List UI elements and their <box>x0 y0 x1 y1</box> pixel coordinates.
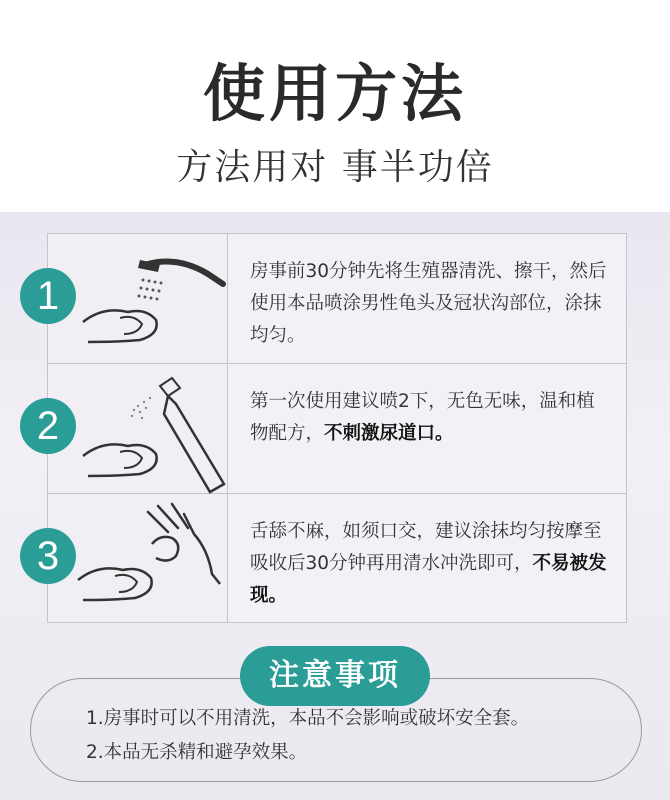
step-text-bold: 不易被发现。 <box>250 553 607 606</box>
spray-bottle-illustration <box>36 364 228 493</box>
step-number-badge: 1 <box>20 268 76 324</box>
step-row-2 <box>36 364 626 494</box>
step-description <box>228 364 626 493</box>
step-number-badge: 2 <box>20 398 76 454</box>
notice-item: 1.房事时可以不用清洗，本品不会影响或破坏安全套。 <box>86 708 530 729</box>
header <box>0 0 670 212</box>
step-text-bold: 不刺激尿道口。 <box>324 423 454 444</box>
page-title: 使用方法 <box>202 57 467 130</box>
notice-title: 注意事项 <box>240 646 430 706</box>
step-text: 第一次使用建议喷2下，无色无味，温和植物配方， <box>250 391 595 444</box>
step-description <box>228 234 626 363</box>
step-number-badge: 3 <box>20 528 76 584</box>
step-text: 舌舔不麻，如须口交，建议涂抹均匀按摩至吸收后30分钟再用清水冲洗即可， <box>250 521 602 574</box>
notice-item: 2.本品无杀精和避孕效果。 <box>86 742 308 763</box>
step-text: 房事前30分钟先将生殖器清洗、擦干，然后使用本品喷涂男性龟头及冠状沟部位，涂抹均匀。 <box>250 261 607 346</box>
step-description <box>228 494 626 622</box>
step-row-3 <box>36 494 626 622</box>
ok-hand-illustration <box>36 494 228 622</box>
shower-head-illustration <box>36 234 228 363</box>
steps-table <box>36 233 627 623</box>
step-row-1 <box>36 234 626 364</box>
page-subtitle: 方法用对 事半功倍 <box>176 147 494 188</box>
